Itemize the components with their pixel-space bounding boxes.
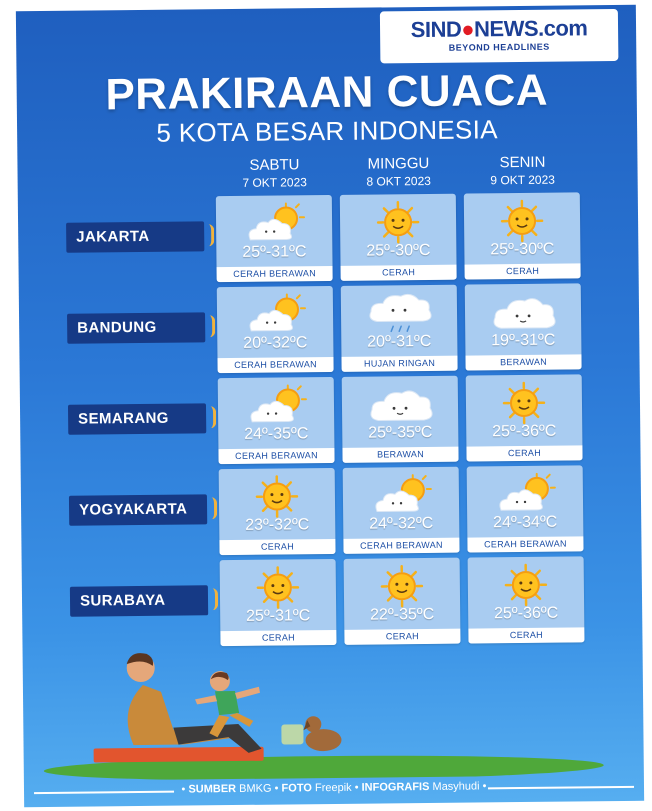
day-header-0 <box>215 156 333 190</box>
footer-infographic-label: INFOGRAFIS <box>361 780 430 794</box>
sun-icon <box>220 565 336 610</box>
temperature-range: 20º-32ºC <box>243 334 308 352</box>
day-header-2 <box>463 153 581 187</box>
forecast-card <box>219 468 336 555</box>
city-label-semarang: SEMARANG <box>68 403 206 434</box>
forecast-card <box>343 467 460 554</box>
sun-cloud-icon <box>467 471 583 516</box>
weather-condition: CERAH <box>220 630 336 646</box>
day-name: MINGGU <box>367 154 430 173</box>
cloud-icon <box>465 289 581 334</box>
forecast-card <box>464 192 581 279</box>
footer-infographic-value: Masyhudi <box>432 780 480 793</box>
footer-credits: • SUMBER BMKG • FOTO Freepik • INFOGRAFIS Masyhudi • <box>181 780 487 796</box>
weather-condition: CERAH BERAWAN <box>218 448 334 464</box>
sun-icon <box>340 200 456 245</box>
city-label-jakarta: JAKARTA <box>66 221 204 252</box>
weather-condition: CERAH BERAWAN <box>467 536 583 552</box>
city-label-yogyakarta: YOGYAKARTA <box>69 494 207 525</box>
forecast-card <box>467 465 584 552</box>
sun-cloud-icon <box>343 473 459 518</box>
weather-condition: CERAH <box>468 627 584 643</box>
footer-source-label: SUMBER <box>188 783 237 796</box>
forecast-card <box>465 283 582 370</box>
forecast-card <box>340 194 457 281</box>
logo-text-part1: SIND <box>410 16 462 43</box>
basket-icon <box>281 724 303 744</box>
picnic-mat-icon <box>94 747 264 763</box>
logo-o-icon: ● <box>461 16 475 42</box>
logo-tagline: BEYOND HEADLINES <box>448 41 550 53</box>
temperature-range: 24º-32ºC <box>369 514 434 533</box>
footer-source-value: BMKG <box>239 782 272 795</box>
weather-condition: CERAH <box>344 629 460 645</box>
temperature-range: 25º-30ºC <box>366 241 431 260</box>
rain-cloud-icon <box>341 291 457 336</box>
weather-condition: CERAH BERAWAN <box>217 266 333 282</box>
forecast-card <box>341 285 458 372</box>
day-date: 8 OKT 2023 <box>366 173 431 189</box>
sun-cloud-icon <box>218 383 334 428</box>
weather-condition: CERAH <box>219 539 335 555</box>
dog-icon <box>305 729 341 751</box>
day-name: SABTU <box>249 156 300 174</box>
temperature-range: 25º-35ºC <box>368 423 433 442</box>
sun-cloud-icon <box>217 292 333 337</box>
sindonews-logo <box>380 9 619 63</box>
temperature-range: 20º-31ºC <box>367 332 432 351</box>
logo-text-part2: NEWS.com <box>473 15 588 42</box>
cloud-icon <box>342 382 458 427</box>
page-title: PRAKIRAAN CUACA <box>105 65 549 120</box>
day-header-1 <box>339 155 457 189</box>
day-date: 7 OKT 2023 <box>242 175 307 190</box>
weather-condition: BERAWAN <box>342 447 458 463</box>
temperature-range: 25º-36ºC <box>494 604 559 623</box>
temperature-range: 25º-31ºC <box>246 607 311 625</box>
forecast-card <box>344 558 461 645</box>
sun-icon <box>344 564 460 609</box>
city-label-bandung: BANDUNG <box>67 312 205 343</box>
temperature-range: 25º-36ºC <box>492 422 557 441</box>
sun-icon <box>464 198 580 243</box>
weather-condition: CERAH <box>466 445 582 461</box>
day-date: 9 OKT 2023 <box>490 172 555 188</box>
weather-condition: HUJAN RINGAN <box>341 356 457 372</box>
page-subtitle: 5 KOTA BESAR INDONESIA <box>156 114 498 148</box>
weather-condition: BERAWAN <box>465 354 581 370</box>
forecast-card <box>342 376 459 463</box>
temperature-range: 19º-31ºC <box>491 331 556 350</box>
forecast-card <box>468 556 585 643</box>
sun-icon <box>468 562 584 607</box>
weather-condition: CERAH <box>465 263 581 279</box>
city-label-surabaya: SURABAYA <box>70 585 208 616</box>
forecast-card <box>217 286 334 373</box>
sun-icon <box>219 474 335 519</box>
weather-condition: CERAH BERAWAN <box>343 538 459 554</box>
temperature-range: 25º-30ºC <box>490 240 555 259</box>
forecast-card <box>220 559 337 646</box>
family-illustration <box>22 625 644 781</box>
day-name: SENIN <box>499 153 546 172</box>
temperature-range: 24º-34ºC <box>493 513 558 532</box>
sun-cloud-icon <box>216 201 332 246</box>
temperature-range: 22º-35ºC <box>370 605 435 624</box>
weather-condition: CERAH BERAWAN <box>217 357 333 373</box>
forecast-card <box>466 374 583 461</box>
temperature-range: 25º-31ºC <box>242 243 307 261</box>
footer-photo-value: Freepik <box>314 781 352 795</box>
temperature-range: 24º-35ºC <box>244 425 309 443</box>
sun-icon <box>466 380 582 425</box>
footer-photo-label: FOTO <box>281 782 312 795</box>
forecast-card <box>218 377 335 464</box>
forecast-card <box>216 195 333 282</box>
infographic-poster <box>16 5 644 807</box>
weather-condition: CERAH <box>341 265 457 281</box>
temperature-range: 23º-32ºC <box>245 516 310 534</box>
